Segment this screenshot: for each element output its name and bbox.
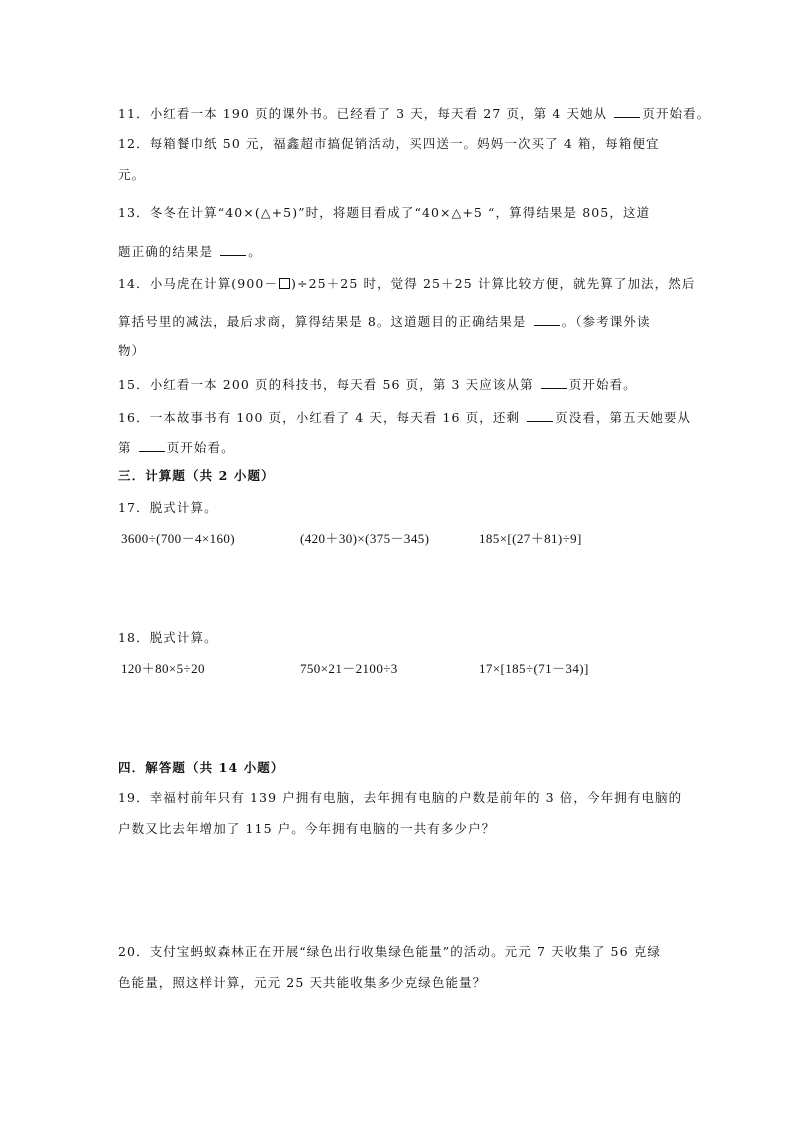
question-18-label: 18．脱式计算。	[118, 630, 218, 645]
answer-blank[interactable]	[534, 313, 560, 326]
question-13-line-1: 13．冬冬在计算“40×(△+5)”时，将题目看成了“40×△+5 “，算得结果是 805，这道	[118, 205, 651, 220]
answer-blank[interactable]	[614, 105, 640, 118]
question-20-line-1: 20．支付宝蚂蚁森林正在开展“绿色出行收集绿色能量”的活动。元元 7 天收集了 56 克绿	[118, 944, 661, 959]
answer-blank[interactable]	[527, 409, 553, 422]
question-14-line-2: 算括号里的减法，最后求商，算得结果是 8。这道题目的正确结果是 。（参考课外读	[118, 314, 651, 329]
answer-blank[interactable]	[220, 243, 246, 256]
question-19-line-2: 户数又比去年增加了 115 户。今年拥有电脑的一共有多少户？	[118, 821, 496, 836]
q17-expression-2: (420＋30)×(375－345)	[300, 531, 430, 546]
q18-expression-2: 750×21－2100÷3	[300, 661, 398, 676]
q17-expression-1: 3600÷(700－4×160)	[121, 531, 236, 546]
q18-expression-3: 17×[185÷(71－34)]	[479, 661, 589, 676]
question-16-line-1: 16．一本故事书有 100 页，小红看了 4 天，每天看 16 页，还剩 页没看，第五天她要从	[118, 410, 692, 425]
q17-expression-3: 185×[(27＋81)÷9]	[479, 531, 582, 546]
question-15: 15．小红看一本 200 页的科技书，每天看 56 页，第 3 天应该从第 页开始看。	[118, 377, 637, 392]
question-20-line-2: 色能量，照这样计算，元元 25 天共能收集多少克绿色能量？	[118, 975, 487, 990]
question-12-line-2: 元。	[118, 167, 146, 182]
question-16-line-2: 第 页开始看。	[118, 440, 235, 455]
question-11: 11．小红看一本 190 页的课外书。已经看了 3 天，每天看 27 页，第 4 天她从 页开始看。	[118, 106, 711, 121]
q18-expression-1: 120＋80×5÷20	[121, 661, 205, 676]
question-14-line-3: 物）	[118, 343, 146, 358]
question-14-line-1: 14．小马虎在计算(900－ )÷25＋25 时，觉得 25＋25 计算比较方便，就先算了加法，然后	[118, 276, 696, 291]
question-13-line-2: 题正确的结果是 。	[118, 244, 262, 259]
question-19-line-1: 19．幸福村前年只有 139 户拥有电脑，去年拥有电脑的户数是前年的 3 倍，今年拥有电脑的	[118, 790, 683, 805]
section-3-title: 三．计算题（共 2 小题）	[118, 468, 275, 483]
unknown-box-icon	[279, 278, 290, 289]
section-4-title: 四．解答题（共 14 小题）	[118, 760, 285, 775]
answer-blank[interactable]	[139, 439, 165, 452]
answer-blank[interactable]	[541, 376, 567, 389]
question-17-label: 17．脱式计算。	[118, 500, 218, 515]
question-12-line-1: 12．每箱餐巾纸 50 元，福鑫超市搞促销活动，买四送一。妈妈一次买了 4 箱，每箱便宜	[118, 136, 660, 151]
